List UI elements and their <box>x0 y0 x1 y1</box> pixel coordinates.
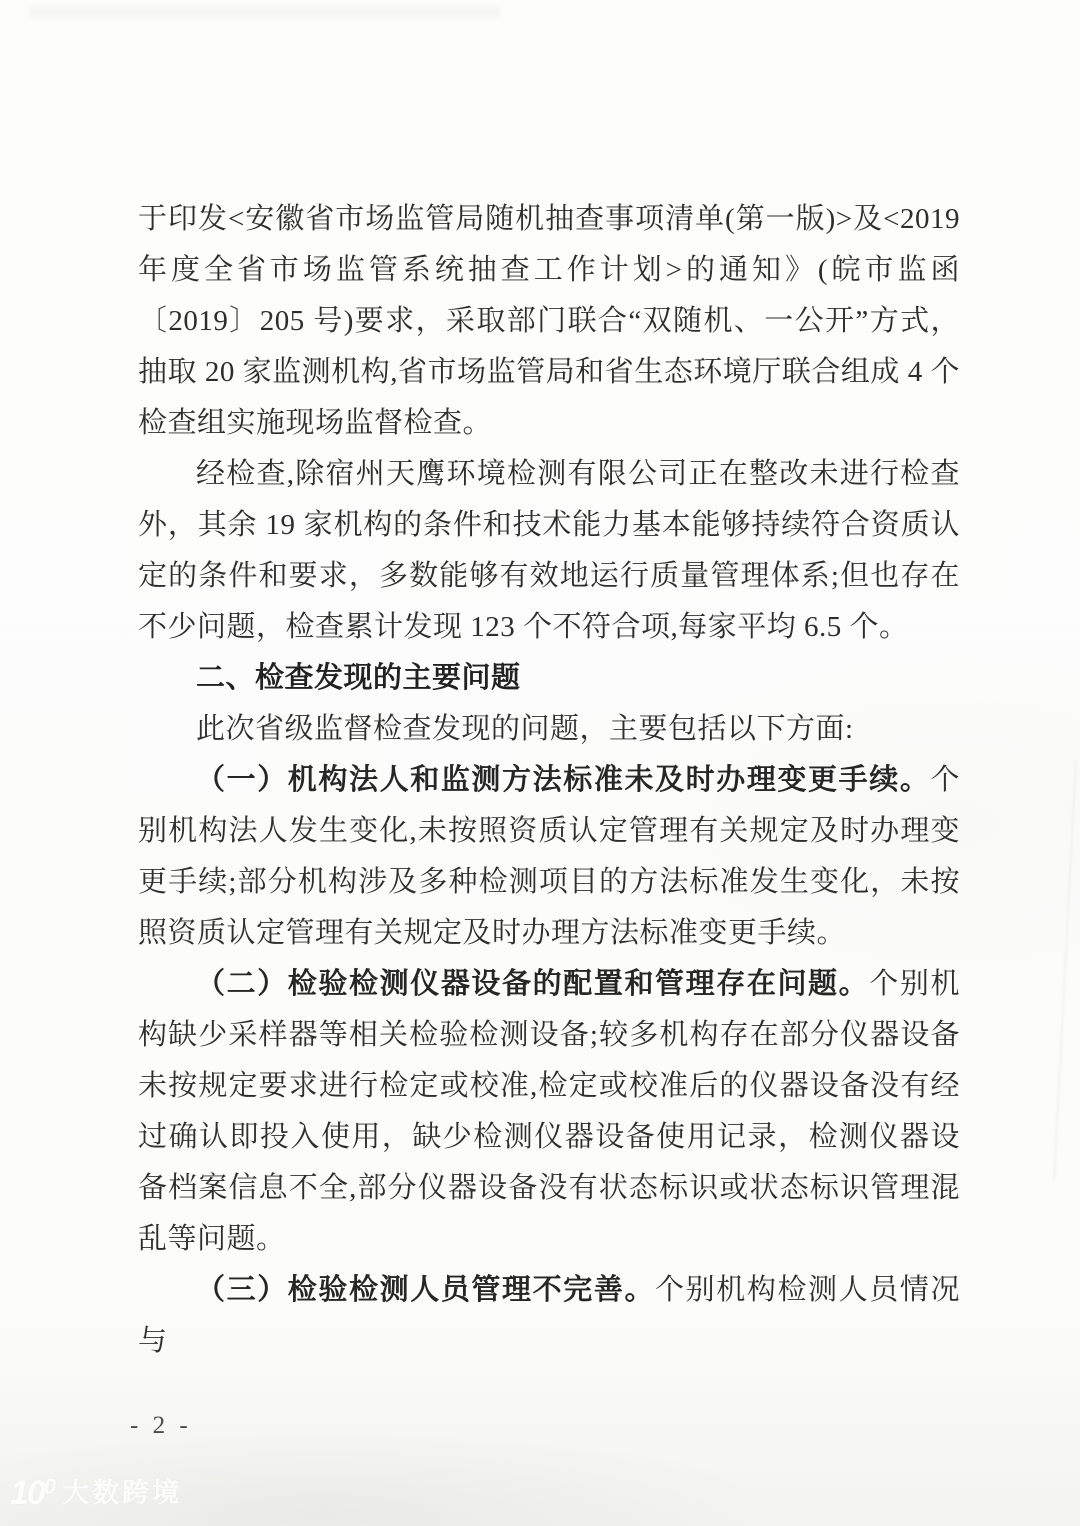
issue-paragraph-3 <box>138 1265 960 1367</box>
continuation-paragraph <box>138 194 960 449</box>
brand-logo-100-icon <box>10 1470 54 1510</box>
scan-smudge <box>30 6 500 18</box>
paragraph-text: 经检查,除宿州天鹰环境检测有限公司正在整改未进行检查外，其余 19 家机构的条件和技术能力基本能够持续符合资质认定的条件和要求，多数能够有效地运行质量管理体系;但也存在不少问题，检查累计发现 123 个不符合项,每家平均 6.5 个。 <box>138 458 960 643</box>
issue-lead-text: （二）检验检测仪器设备的配置和管理存在问题。 <box>196 968 870 1000</box>
section-intro-paragraph <box>138 704 960 755</box>
issue-paragraph-1 <box>138 755 960 959</box>
section-heading <box>138 653 960 704</box>
issue-body-text: 个别机构法人发生变化,未按照资质认定管理有关规定及时办理变更手续;部分机构涉及多种检测项目的方法标准发生变化，未按照资质认定管理有关规定及时办理方法标准变更手续。 <box>138 764 960 949</box>
issue-body-text: 个别机构缺少采样器等相关检验检测设备;较多机构存在部分仪器设备未按规定要求进行检定或校准,检定或校准后的仪器设备没有经过确认即投入使用，缺少检测仪器设备使用记录，检测仪器设备档案信息不全,部分仪器设备没有状态标识或状态标识管理混乱等问题。 <box>138 968 960 1255</box>
issue-lead-text: （一）机构法人和监测方法标准未及时办理变更手续。 <box>196 764 931 796</box>
watermark <box>10 1470 182 1510</box>
paragraph-text: 此次省级监督检查发现的问题，主要包括以下方面: <box>196 713 854 745</box>
document-body <box>138 194 960 1367</box>
watermark-brand-text: 大数跨境 <box>62 1477 183 1508</box>
issue-lead-text: （三）检验检测人员管理不完善。 <box>196 1274 656 1306</box>
page-number: - 2 - <box>130 1412 192 1439</box>
paragraph-text: 于印发<安徽省市场监管局随机抽查事项清单(第一版)>及<2019 年度全省市场监管系统抽查工作计划>的通知》(皖市监函〔2019〕205 号)要求，采取部门联合“双随机、一公开”方式，抽取 20 家监测机构,省市场监管局和省生态环境厅联合组成 4 个检查组实施现场监督检查。 <box>138 203 960 439</box>
inspection-summary-paragraph <box>138 449 960 653</box>
issue-paragraph-2 <box>138 959 960 1265</box>
section-heading-text: 二、检查发现的主要问题 <box>196 662 521 694</box>
brand-logo-sup: 0 <box>43 1474 55 1499</box>
brand-logo-main: 10 <box>10 1474 44 1512</box>
paper-crease <box>1053 760 1077 1180</box>
issue-body-text: 个别机构检测人员情况与 <box>138 1274 960 1357</box>
